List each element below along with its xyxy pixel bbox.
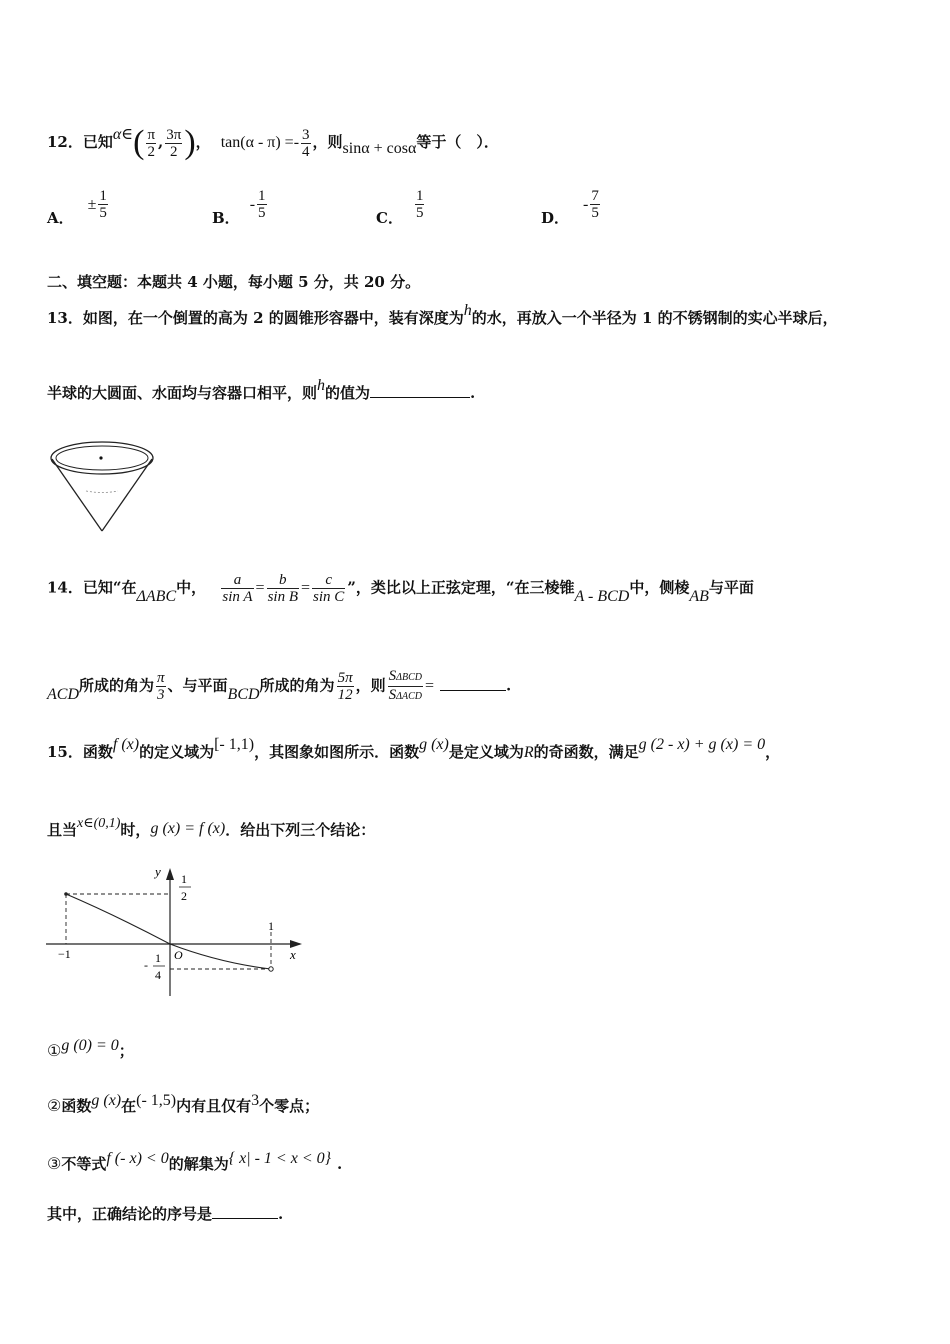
q15-line1: 15．函数f (x)的定义域为[- 1,1)，其图象如图所示．函数g (x)是定义域为R的奇函数，满足g (2 - x) + g (x) = 0，: [47, 736, 781, 761]
q12-option-b[interactable]: B．- $\frac{1}{5}$: [212, 188, 266, 227]
y-label: y: [155, 864, 161, 879]
q13-line2: 半球的大圆面、水面均与容器口相平，则h的值为 .: [47, 377, 476, 402]
section-heading: 二、填空题：本题共 4 小题，每小题 5 分，共 20 分。: [47, 273, 421, 291]
q15-final: 其中，正确结论的序号是 .: [47, 1205, 284, 1223]
tick-bot-num: 1: [155, 951, 161, 965]
q12-interval-b: $\frac{3\pi}{2}$: [166, 126, 182, 160]
q12-interval-a: $\frac{\pi}{2}$: [147, 126, 156, 160]
tick-bot-sign: -: [144, 958, 148, 972]
q12-target: sinα + cosα: [342, 140, 417, 157]
q13-answer-blank[interactable]: [370, 397, 470, 398]
x-label: x: [290, 947, 296, 962]
tick-x-left: −1: [58, 947, 71, 961]
conclusion-2: ②函数g (x)在(- 1,5)内有且仅有3个零点；: [47, 1092, 320, 1115]
tick-top-num: 1: [181, 872, 187, 886]
tick-x-right: 1: [268, 919, 274, 933]
function-graph: [40, 860, 310, 1000]
q12-tan-frac: $\frac{3}{4}$: [302, 126, 310, 160]
cone-figure: [46, 436, 158, 536]
q13-line1: 13．如图，在一个倒置的高为 2 的圆锥形容器中，装有深度为h的水，再放入一个半径为 1 的不锈钢制的实心半球后，: [47, 302, 838, 327]
f-curve: [66, 894, 271, 969]
tick-top-den: 2: [181, 889, 187, 903]
conclusion-3: ③不等式f (- x) < 0的解集为{ x| - 1 < x < 0} .: [47, 1150, 343, 1173]
conclusion-1: ①g (0) = 0；: [47, 1037, 134, 1060]
y-axis-arrow: [166, 868, 174, 880]
q12-option-d[interactable]: D．- $\frac{7}{5}$: [541, 188, 599, 227]
q14-line1: 14．已知“在ΔABC中， $\frac{a}{\text{sin A}}$ = $\frac{b}{\text{sin B}}$ = $\frac{c}{\text{sin C}}$ ”，类比以上正弦定理，“在三棱锥A - BCD中，侧棱AB与平面: [47, 572, 754, 605]
origin-label: O: [174, 948, 183, 962]
q12-stem: 12．已知α∈( $\frac{\pi}{2}$ , $\frac{3\pi}{2}$ )， tan(α - π) =- $\frac{3}{4}$ ，则sinα + cosα等于（ ）．: [47, 124, 499, 161]
q12-tan-expr: tan(α - π) =-: [220, 134, 300, 151]
tick-bot-den: 4: [155, 968, 161, 982]
q12-number: 12．已知: [47, 133, 113, 151]
q12-alpha-in: α∈: [112, 126, 134, 143]
q15-answer-blank[interactable]: [212, 1218, 278, 1219]
q12-option-a[interactable]: A．± $\frac{1}{5}$: [47, 188, 107, 227]
q14-line2: ACD所成的角为 $\frac{\pi}{3}$ 、与平面BCD所成的角为 $\frac{5\pi}{12}$ ，则 $\frac{\text{SΔBCD}}{\text{SΔACD}}$ = .: [47, 668, 512, 703]
q12-option-c[interactable]: C． $\frac{1}{5}$: [376, 188, 424, 227]
q15-line2: 且当x∈(0,1)时，g (x) = f (x)．给出下列三个结论：: [47, 816, 376, 839]
q14-answer-blank[interactable]: [440, 690, 506, 691]
